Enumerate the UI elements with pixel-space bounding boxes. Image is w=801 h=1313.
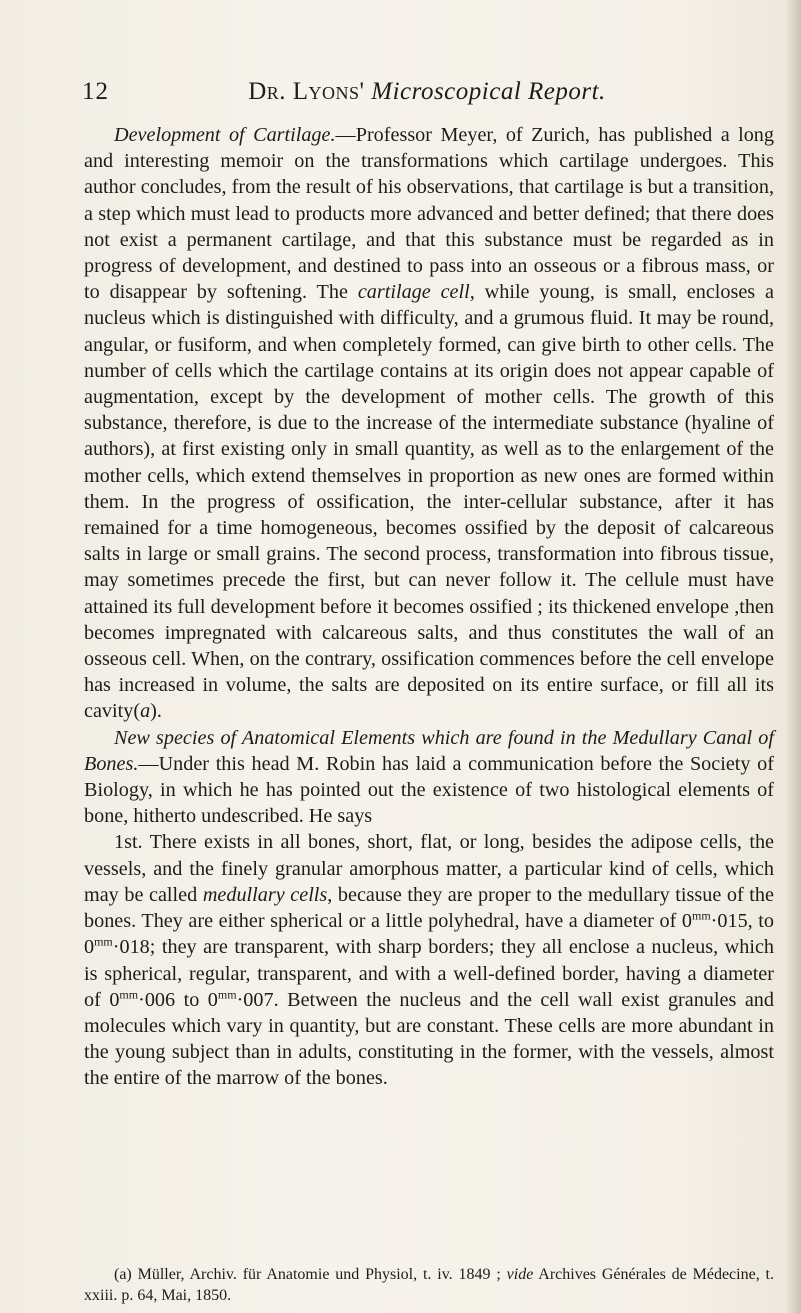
running-head	[82, 78, 772, 106]
paragraph-first-element-text-d: ·018; they are transparent, with sharp borders; they all enclose a nucleus, which is spherical, regular, transparent, and with a well-defined border, having a diameter of 0	[84, 936, 774, 1011]
paragraph-first-element-text-c: ·015, to 0	[84, 910, 774, 959]
footnote-text	[84, 1264, 774, 1306]
page-edge-shadow	[785, 0, 801, 1313]
unit-mm-superscript: mm	[217, 986, 237, 1001]
page-header	[82, 78, 772, 112]
paragraph-first-element	[84, 829, 774, 1091]
footnote	[84, 1264, 774, 1306]
paragraph-medullary-heading	[84, 725, 774, 830]
paragraph-cartilage-text-b: , while young, is small, encloses a nucleus which is distinguished with difficulty, and a grumous fluid. It may be round, angular, or fusiform, and when completely formed, can give birth to other cells. The number of cells which the cartilage contains at its origin does not appear capable of augmentation, except by the development of mother cells. The growth of this substance, therefore, is due to the increase of the intermediate substance (hyaline of authors), at first existing only in small quantity, as well as to the enlargement of the mother cells, which extend themselves in proportion as new ones are formed within them. In the progress of ossification, the inter-cellular substance, after it has remained for a time homogeneous, becomes ossified by the deposit of calcareous salts in large or small grains. The second process, transformation into fibrous tissue, may sometimes precede the first, but can never follow it. The cellule must have attained its full development before it becomes ossified ; its thickened envelope ,then becomes impregnated with calcareous salts, and thus constitutes the wall of an osseous cell. When, on the contrary, ossification commences before the cell envelope has increased in volume, the salts are deposited on its entire surface, or fill all its cavity(	[84, 281, 774, 723]
unit-mm-superscript: mm	[119, 986, 139, 1001]
paragraph-first-element-text-f: ·007. Between the nucleus and the cell wall exist granules and molecules which vary in quantity, but are constant. These cells are more abundant in the young subject than in adults, constituting in the former, with the vessels, almost the entire of the marrow of the bones.	[84, 988, 774, 1090]
unit-mm-superscript: mm	[94, 934, 113, 949]
running-head-title: Microscopical Report.	[371, 78, 606, 105]
footnote-reference[interactable]: a	[140, 700, 151, 723]
term-cartilage-cell: cartilage cell	[357, 281, 470, 304]
paragraph-first-element-text-e: ·006 to 0	[138, 988, 218, 1011]
paragraph-cartilage	[84, 122, 774, 725]
section-heading-cartilage: Development of Cartilage.	[114, 124, 336, 146]
paragraph-first-element-text-b: , because they are proper to the medullary tissue of the bones. They are either spherical or a little polyhedral, have a diameter of 0	[84, 883, 774, 933]
footnote-text-a: (a) Müller, Archiv. für Anatomie und Physiol, t. iv. 1849 ;	[114, 1266, 507, 1283]
running-head-author: Dr. Lyons'	[248, 78, 365, 105]
footnote-text-b: Archives Générales de Médecine, t. xxiii. p. 64, Mai, 1850.	[84, 1266, 774, 1304]
page-number: 12	[82, 78, 109, 105]
paragraph-first-element-text-a: 1st. There exists in all bones, short, flat, or long, besides the adipose cells, the vessels, and the finely granular amorphous matter, a particular kind of cells, which may be called	[84, 831, 774, 906]
footnote-vide: vide	[506, 1266, 534, 1283]
paragraph-cartilage-text-a: —Professor Meyer, of Zurich, has published a long and interesting memoir on the transformations which cartilage undergoes. This author concludes, from the result of his observations, that cartilage is but a transition, a step which must lead to products more advanced and better defined; that there does not exist a permanent cartilage, and that this substance must be regarded as in progress of development, and destined to pass into an osseous or a fibrous mass, or to disappear by softening. The	[84, 124, 774, 304]
term-medullary-cells: medullary cells	[202, 883, 328, 906]
unit-mm-superscript: mm	[691, 908, 711, 923]
paragraph-cartilage-text-c: ).	[150, 700, 162, 723]
paragraph-medullary-intro: —Under this head M. Robin has laid a communication before the Society of Biology, in which he has pointed out the existence of two histological elements of bone, hitherto undescribed. He says	[84, 752, 774, 828]
main-text	[84, 122, 774, 1092]
section-heading-medullary: New species of Anatomical Elements which are found in the Medullary Canal of Bones.	[84, 726, 774, 775]
